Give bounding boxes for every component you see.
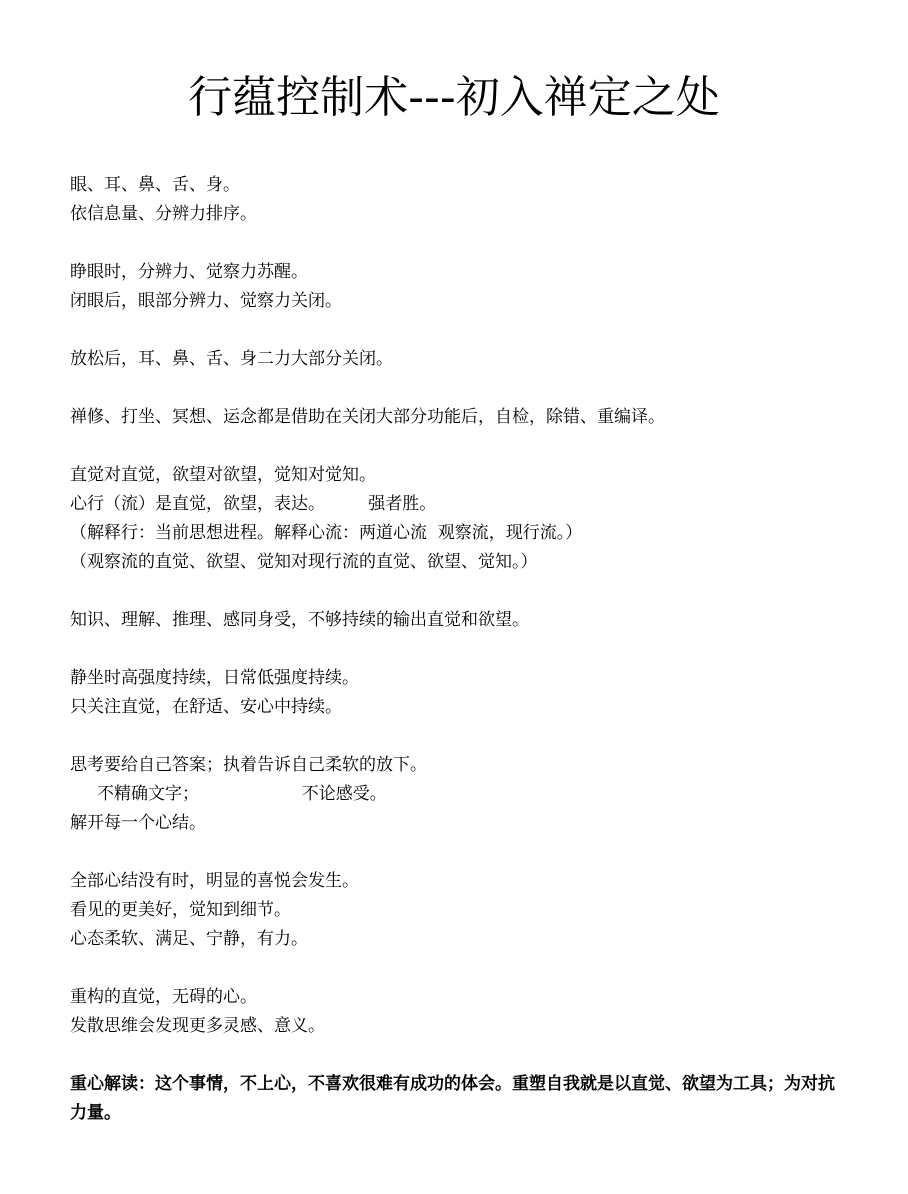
text-line: 全部心结没有时，明显的喜悦会发生。 bbox=[70, 871, 359, 891]
paragraph-gap bbox=[70, 577, 860, 606]
page-title: 行蕴控制术---初入禅定之处 bbox=[188, 72, 720, 123]
text-line: 解开每一个心结。 bbox=[70, 813, 206, 833]
text-line: 直觉对直觉，欲望对欲望，觉知对觉知。 bbox=[70, 465, 376, 485]
text-line: 闭眼后，眼部分辨力、觉察力关闭。 bbox=[70, 291, 342, 311]
text-line: 禅修、打坐、冥想、运念都是借助在关闭大部分功能后，自检，除错、重编译。 bbox=[70, 407, 665, 427]
text-line: 重构的直觉，无碍的心。 bbox=[70, 987, 257, 1007]
text-line: 心态柔软、满足、宁静，有力。 bbox=[70, 929, 308, 949]
text-line: （解释行：当前思想进程。解释心流：两道心流 观察流，现行流。） bbox=[70, 523, 583, 543]
text-line: 睁眼时，分辨力、觉察力苏醒。 bbox=[70, 262, 308, 282]
text-line: 不精确文字； 不论感受。 bbox=[70, 784, 387, 804]
paragraph-gap bbox=[70, 374, 860, 403]
paragraph-gap bbox=[70, 229, 860, 258]
paragraph-gap bbox=[70, 316, 860, 345]
text-line: 依信息量、分辨力排序。 bbox=[70, 204, 257, 224]
paragraph-gap bbox=[70, 432, 860, 461]
text-line: （观察流的直觉、欲望、觉知对现行流的直觉、欲望、觉知。） bbox=[70, 552, 538, 572]
text-line: 看见的更美好，觉知到细节。 bbox=[70, 900, 291, 920]
paragraph-gap bbox=[70, 838, 860, 867]
conclusion-text: 重心解读：这个事情，不上心，不喜欢很难有成功的体会。重塑自我就是以直觉、欲望为工具；为对抗力量。 bbox=[70, 1074, 835, 1123]
text-line: 思考要给自己答案；执着告诉自己柔软的放下。 bbox=[70, 755, 427, 775]
paragraph-gap bbox=[70, 1041, 860, 1070]
text-line: 眼、耳、鼻、舌、身。 bbox=[70, 175, 240, 195]
paragraph-gap bbox=[70, 954, 860, 983]
text-line: 知识、理解、推理、感同身受，不够持续的输出直觉和欲望。 bbox=[70, 610, 529, 630]
text-line: 放松后，耳、鼻、舌、身二力大部分关闭。 bbox=[70, 349, 393, 369]
document-body bbox=[70, 171, 860, 1128]
paragraph-gap bbox=[70, 635, 860, 664]
text-line: 发散思维会发现更多灵感、意义。 bbox=[70, 1016, 325, 1036]
text-line: 心行（流）是直觉，欲望，表达。 强者胜。 bbox=[70, 494, 437, 514]
text-line: 只关注直觉，在舒适、安心中持续。 bbox=[70, 697, 342, 717]
text-line: 静坐时高强度持续，日常低强度持续。 bbox=[70, 668, 359, 688]
paragraph-gap bbox=[70, 722, 860, 751]
